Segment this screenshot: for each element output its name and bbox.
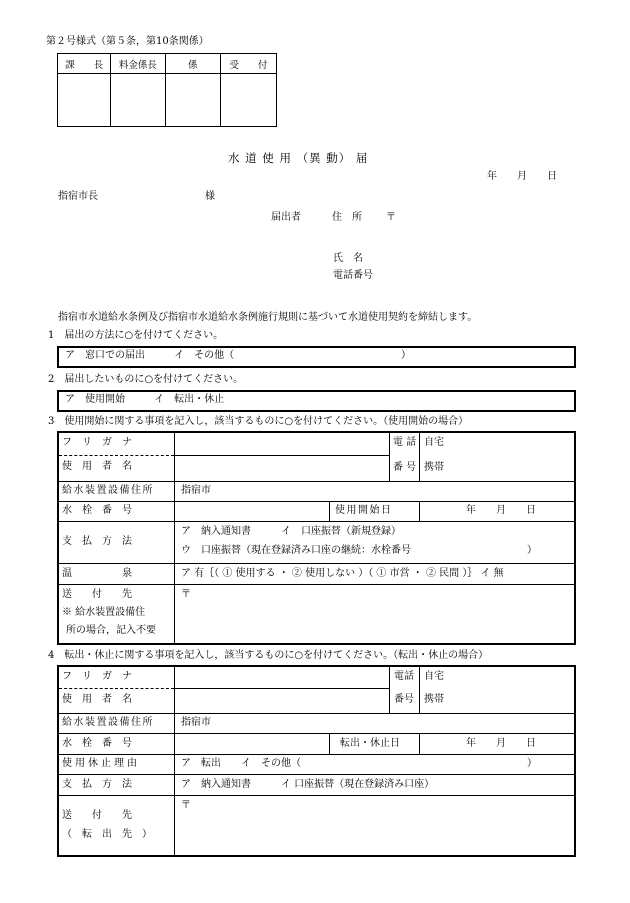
- addressee-name: 指宿市長: [58, 191, 98, 202]
- addressee-honorific: 様: [205, 191, 215, 202]
- q3-send-to-label: 送 付 先: [62, 589, 132, 600]
- stamp-header-chief: 課 長: [58, 54, 111, 74]
- q3-furigana-field[interactable]: [177, 434, 385, 453]
- approval-stamp-table: [57, 53, 277, 127]
- q3-tel-label-1: 電 話: [393, 437, 417, 448]
- stamp-header-reception: 受 付: [220, 54, 276, 74]
- q4-meter-label: 水 栓 番 号: [62, 738, 132, 749]
- q3-hot-spring-label: 温 泉: [62, 568, 132, 579]
- q3-meter-field[interactable]: [177, 503, 327, 519]
- q3-payment-label: 支 払 方 法: [62, 536, 132, 547]
- q4-payment-label: 支 払 方 法: [62, 779, 132, 790]
- q3-address-label: 給水装置設備住所: [62, 485, 154, 496]
- stamp-cell[interactable]: [111, 74, 165, 127]
- q4-user-name-label: 使 用 者 名: [62, 694, 132, 705]
- q4-tel-label-2: 番号: [394, 694, 414, 705]
- q4-move-date-field[interactable]: 年 月 日: [466, 738, 536, 749]
- q4-tel-mobile: 携帯: [424, 694, 444, 705]
- q4-user-name-field[interactable]: [177, 691, 385, 711]
- q3-send-note-2: 所の場合，記入不要: [66, 625, 156, 636]
- q3-meter-label: 水 栓 番 号: [62, 505, 132, 516]
- q3-tel-mobile: 携帯: [424, 462, 444, 473]
- q3-payment-option-a[interactable]: ア 納入通知書 イ 口座振替（新規登録）: [181, 526, 401, 537]
- q3-address-city[interactable]: 指宿市: [181, 485, 211, 496]
- q2-option-move[interactable]: イ 転出・休止: [154, 394, 225, 405]
- q1-option-other[interactable]: イ その他（: [174, 350, 235, 361]
- q4-address-label: 給水装置設備住所: [62, 717, 154, 728]
- q3-tel-home: 自宅: [424, 437, 444, 448]
- q4-tel-label-1: 電話: [394, 671, 414, 682]
- q1-answer-box: [57, 346, 576, 368]
- q4-reason-close-paren: ）: [527, 758, 537, 769]
- q2-answer-box: [57, 390, 576, 412]
- form-title: 水 道 使 用 （異 動） 届: [228, 151, 369, 165]
- q3-user-name-label: 使 用 者 名: [62, 461, 132, 472]
- applicant-label: 届出者: [271, 212, 301, 223]
- q1-text: 1 届出の方法に○を付けてください。: [48, 330, 224, 341]
- q3-start-date-field[interactable]: 年 月 日: [466, 505, 536, 516]
- applicant-address-label: 住 所: [332, 212, 362, 223]
- q4-move-date-label: 転出・休止日: [340, 738, 400, 749]
- q4-reason-label: 使用休止理由: [62, 758, 140, 769]
- stamp-header-fee-chief: 料金係長: [111, 54, 165, 74]
- applicant-phone-label: 電話番号: [333, 270, 373, 281]
- q3-payment-close-paren: ）: [527, 545, 537, 556]
- q1-close-paren: ）: [401, 350, 411, 361]
- q4-address-city[interactable]: 指宿市: [181, 717, 211, 728]
- q3-furigana-label: フ リ ガ ナ: [62, 437, 132, 448]
- q3-hot-spring-options[interactable]: ア 有｛（ ① 使用する ・ ② 使用しない ）（ ① 市営 ・ ② 民間 ）｝ イ 無: [181, 568, 504, 579]
- q3-user-name-field[interactable]: [177, 458, 385, 479]
- q2-option-start[interactable]: ア 使用開始: [65, 394, 125, 405]
- q4-text: 4 転出・休止に関する事項を記入し，該当するものに○を付けてください。（転出・休止の場合）: [48, 650, 489, 661]
- q4-meter-field[interactable]: [177, 735, 327, 752]
- stamp-cell[interactable]: [58, 74, 111, 127]
- stamp-header-staff: 係: [165, 54, 220, 74]
- stamp-cell[interactable]: [165, 74, 220, 127]
- applicant-name-label: 氏 名: [333, 253, 363, 264]
- q4-furigana-label: フ リ ガ ナ: [62, 671, 132, 682]
- q4-payment-options[interactable]: ア 納入通知書 イ 口座振替（現在登録済み口座）: [181, 779, 435, 790]
- q3-tel-label-2: 番 号: [393, 462, 417, 473]
- postal-mark: 〒: [386, 212, 396, 223]
- q4-tel-home: 自宅: [424, 671, 444, 682]
- stamp-cell[interactable]: [220, 74, 276, 127]
- q4-send-postal[interactable]: 〒: [181, 800, 191, 811]
- submission-date[interactable]: 年 月 日: [487, 171, 557, 182]
- q2-text: 2 届出したいものに○を付けてください。: [48, 374, 244, 385]
- q1-option-window[interactable]: ア 窓口での届出: [65, 350, 145, 361]
- intro-text: 指宿市水道給水条例及び指宿市水道給水条例施行規則に基づいて水道使用契約を締結します。: [58, 312, 478, 323]
- q3-text: 3 使用開始に関する事項を記入し，該当するものに○を付けてください。（使用開始の場合）: [48, 416, 469, 427]
- q4-send-to-sub-label: （ 転 出 先 ）: [62, 829, 152, 840]
- q4-reason-options[interactable]: ア 転出 イ その他（: [181, 758, 301, 769]
- q3-send-note-1: ※ 給水装置設備住: [62, 607, 146, 618]
- q4-send-to-label: 送 付 先: [62, 810, 132, 821]
- q3-start-date-label: 使用開始日: [335, 505, 393, 516]
- q4-furigana-field[interactable]: [177, 668, 385, 686]
- q3-payment-option-u[interactable]: ウ 口座振替（現在登録済み口座の継続：水栓番号: [181, 545, 411, 556]
- form-number: 第２号様式（第５条，第10条関係）: [46, 36, 209, 47]
- q3-send-postal[interactable]: 〒: [181, 589, 191, 600]
